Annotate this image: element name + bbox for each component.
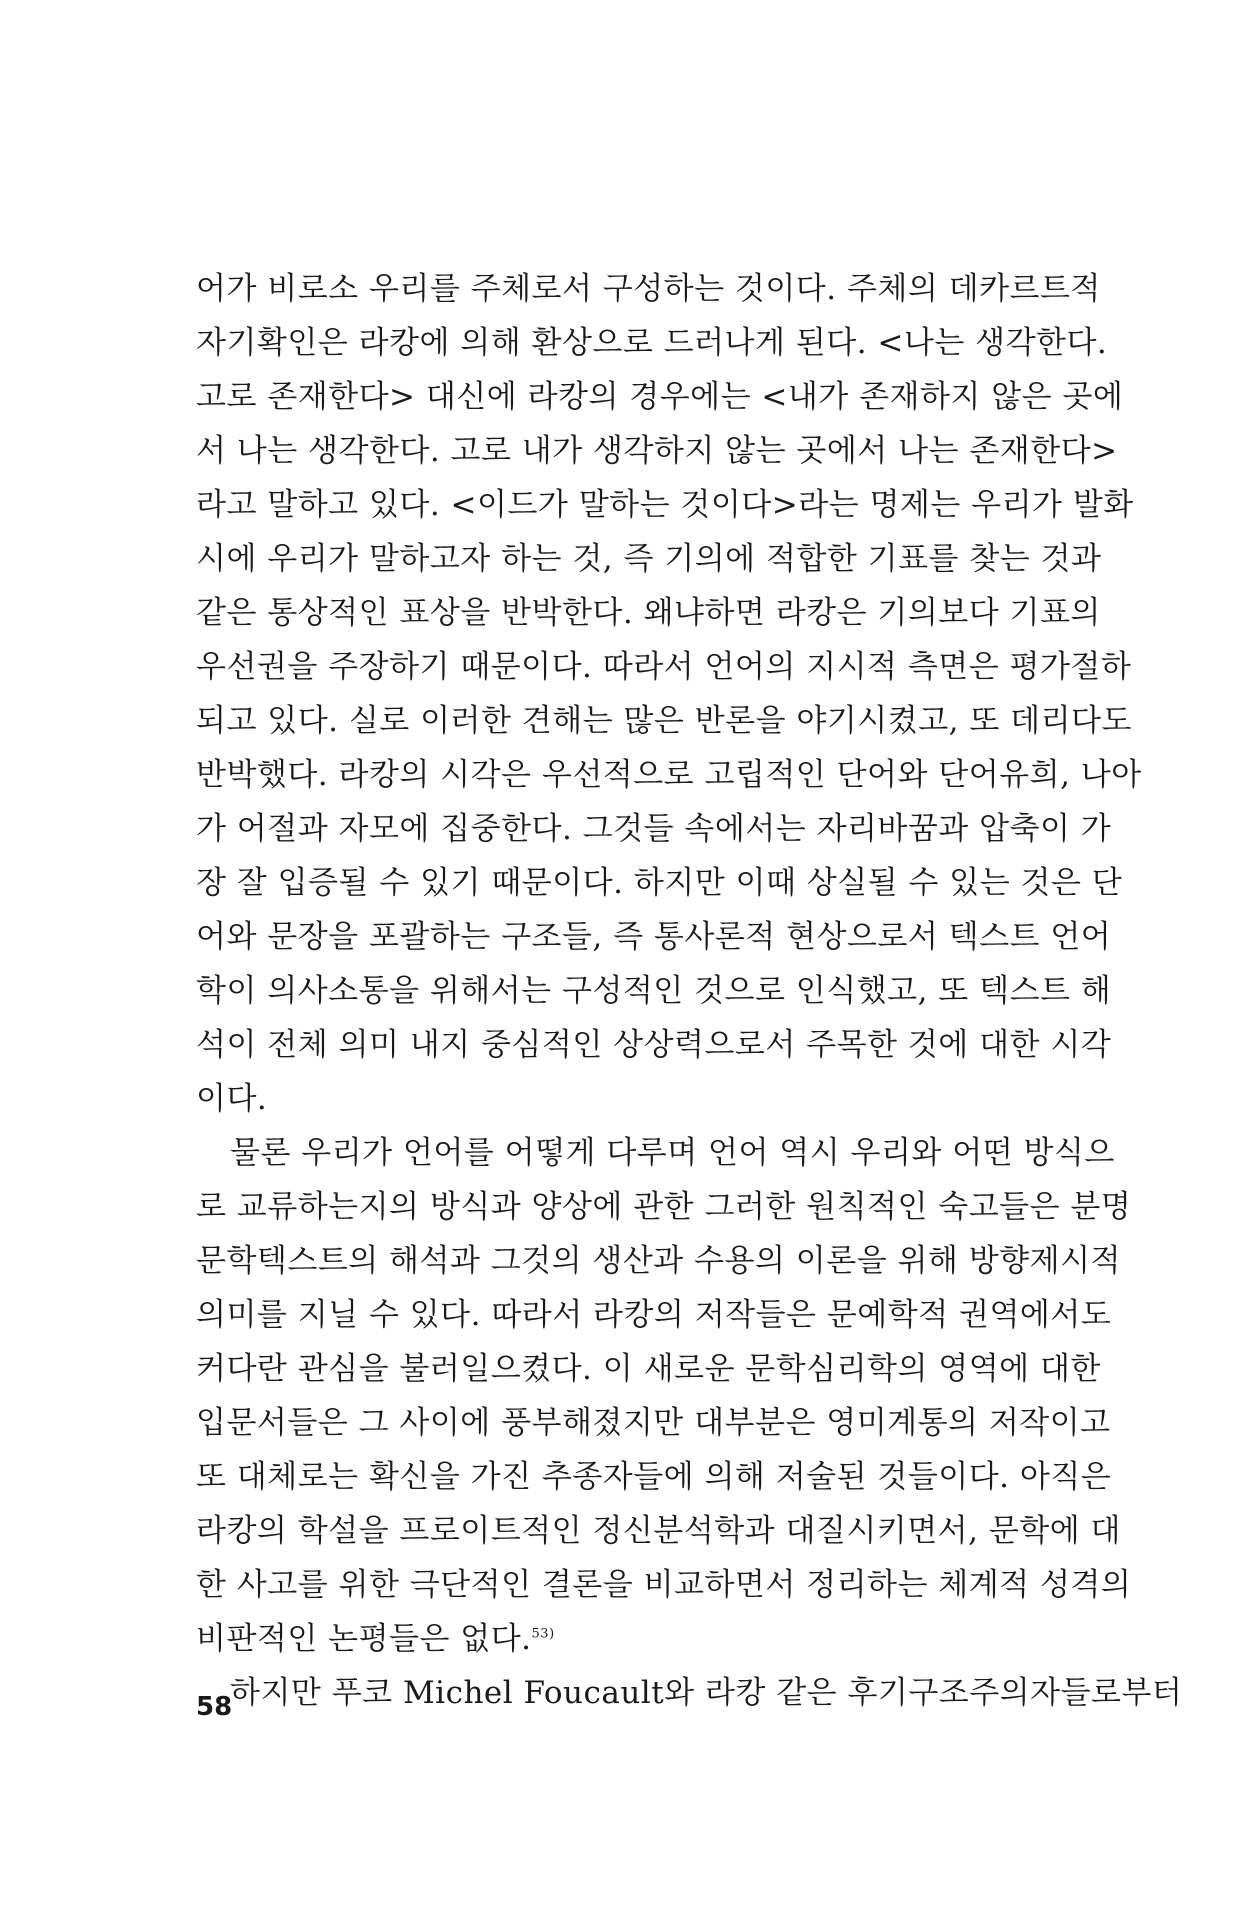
text-line: 학이 의사소통을 위해서는 구성적인 것으로 인식했고, 또 텍스트 해 bbox=[196, 973, 1112, 1009]
text-line: 이다. bbox=[196, 1081, 268, 1117]
text-line: 하지만 푸코 Michel Foucault와 라캉 같은 후기구조주의자들로부터 bbox=[230, 1675, 1183, 1711]
text-line: 비판적인 논평들은 없다. bbox=[196, 1621, 532, 1657]
text-line: 서 나는 생각한다. 고로 내가 생각하지 않는 곳에서 나는 존재한다> bbox=[196, 433, 1118, 469]
text-line: 반박했다. 라캉의 시각은 우선적으로 고립적인 단어와 단어유희, 나아 bbox=[196, 757, 1142, 793]
body-text bbox=[196, 262, 1183, 1720]
text-line: 되고 있다. 실로 이러한 견해는 많은 반론을 야기시켰고, 또 데리다도 bbox=[196, 703, 1132, 739]
text-line: 가 어절과 자모에 집중한다. 그것들 속에서는 자리바꿈과 압축이 가 bbox=[196, 811, 1112, 847]
text-line: 한 사고를 위한 극단적인 결론을 비교하면서 정리하는 체계적 성격의 bbox=[196, 1567, 1132, 1603]
paragraph-1 bbox=[196, 262, 1142, 1126]
text-line: 시에 우리가 말하고자 하는 것, 즉 기의에 적합한 기표를 찾는 것과 bbox=[196, 541, 1102, 577]
text-line: 물론 우리가 언어를 어떻게 다루며 언어 역시 우리와 어떤 방식으 bbox=[230, 1135, 1115, 1171]
text-line: 의미를 지닐 수 있다. 따라서 라캉의 저작들은 문예학적 권역에서도 bbox=[196, 1297, 1112, 1333]
text-line: 라캉의 학설을 프로이트적인 정신분석학과 대질시키면서, 문학에 대 bbox=[196, 1513, 1121, 1549]
paragraph-2 bbox=[196, 1126, 1132, 1666]
text-line: 입문서들은 그 사이에 풍부해졌지만 대부분은 영미계통의 저작이고 bbox=[196, 1405, 1111, 1441]
text-line-with-footnote bbox=[196, 1612, 1056, 1666]
text-line: 문학텍스트의 해석과 그것의 생산과 수용의 이론을 위해 방향제시적 bbox=[196, 1243, 1121, 1279]
text-line: 또 대체로는 확신을 가진 추종자들에 의해 저술된 것들이다. 아직은 bbox=[196, 1459, 1112, 1495]
paragraph-3 bbox=[196, 1666, 1183, 1720]
text-line: 로 교류하는지의 방식과 양상에 관한 그러한 원칙적인 숙고들은 분명 bbox=[196, 1189, 1132, 1225]
text-line: 어가 비로소 우리를 주체로서 구성하는 것이다. 주체의 데카르트적 bbox=[196, 271, 1101, 307]
text-line: 자기확인은 라캉에 의해 환상으로 드러나게 된다. <나는 생각한다. bbox=[196, 325, 1108, 361]
text-line: 우선권을 주장하기 때문이다. 따라서 언어의 지시적 측면은 평가절하 bbox=[196, 649, 1132, 685]
text-line: 같은 통상적인 표상을 반박한다. 왜냐하면 라캉은 기의보다 기표의 bbox=[196, 595, 1101, 631]
footnote-marker: 53) bbox=[531, 1626, 555, 1642]
text-line: 어와 문장을 포괄하는 구조들, 즉 통사론적 현상으로서 텍스트 언어 bbox=[196, 919, 1112, 955]
text-line: 커다란 관심을 불러일으켰다. 이 새로운 문학심리학의 영역에 대한 bbox=[196, 1351, 1101, 1387]
text-line: 고로 존재한다> 대신에 라캉의 경우에는 <내가 존재하지 않은 곳에 bbox=[196, 379, 1124, 415]
text-line: 석이 전체 의미 내지 중심적인 상상력으로서 주목한 것에 대한 시각 bbox=[196, 1027, 1112, 1063]
page-number: 58 bbox=[196, 1692, 233, 1722]
text-line: 라고 말하고 있다. <이드가 말하는 것이다>라는 명제는 우리가 발화 bbox=[196, 487, 1134, 523]
text-line: 장 잘 입증될 수 있기 때문이다. 하지만 이때 상실될 수 있는 것은 단 bbox=[196, 865, 1123, 901]
